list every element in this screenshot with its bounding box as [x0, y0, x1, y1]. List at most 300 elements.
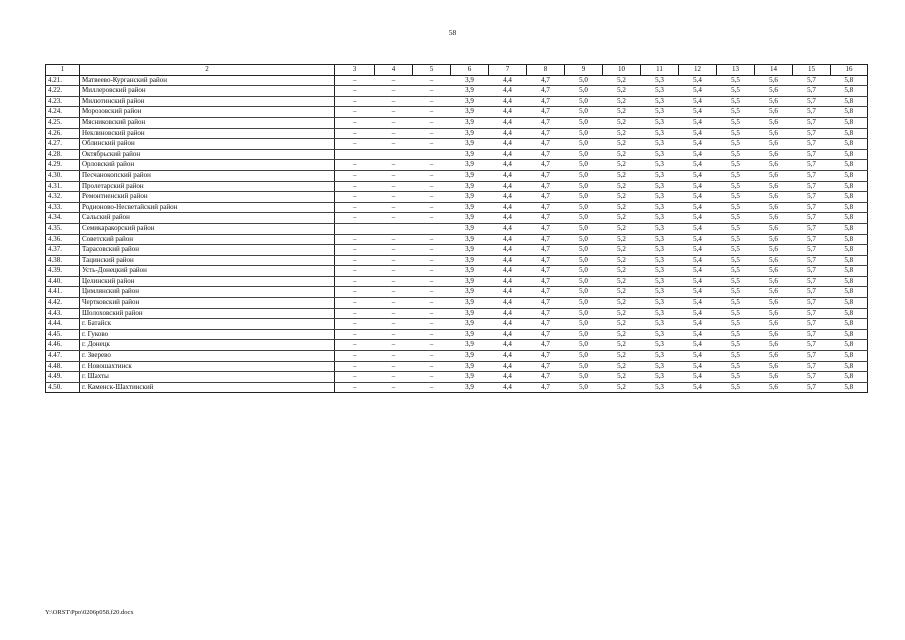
row-value-col15: 5,7 — [793, 361, 831, 372]
row-value-col11: 5,3 — [641, 86, 679, 97]
row-cell-col5: – — [413, 202, 451, 213]
row-value-col16: 5,8 — [831, 128, 868, 139]
row-value-col16: 5,8 — [831, 149, 868, 160]
row-value-col11: 5,3 — [641, 255, 679, 266]
row-value-col11: 5,3 — [641, 213, 679, 224]
row-value-col8: 4,7 — [527, 139, 565, 150]
row-value-col13: 5,5 — [717, 107, 755, 118]
row-value-col8: 4,7 — [527, 255, 565, 266]
row-number: 4.45. — [46, 329, 80, 340]
row-value-col14: 5,6 — [755, 276, 793, 287]
row-value-col6: 3,9 — [451, 128, 489, 139]
row-value-col9: 5,0 — [565, 255, 603, 266]
row-value-col7: 4,4 — [489, 213, 527, 224]
row-value-col15: 5,7 — [793, 107, 831, 118]
row-value-col15: 5,7 — [793, 245, 831, 256]
row-value-col14: 5,6 — [755, 372, 793, 383]
column-header-5: 5 — [413, 65, 451, 76]
row-value-col15: 5,7 — [793, 86, 831, 97]
row-value-col13: 5,5 — [717, 96, 755, 107]
row-cell-col5: – — [413, 255, 451, 266]
row-value-col10: 5,2 — [603, 329, 641, 340]
row-value-col8: 4,7 — [527, 192, 565, 203]
row-value-col7: 4,4 — [489, 266, 527, 277]
row-cell-col3: – — [335, 276, 375, 287]
row-value-col6: 3,9 — [451, 139, 489, 150]
row-value-col11: 5,3 — [641, 107, 679, 118]
row-cell-col3: – — [335, 170, 375, 181]
row-value-col6: 3,9 — [451, 149, 489, 160]
row-value-col6: 3,9 — [451, 170, 489, 181]
row-district-name: г. Зверево — [80, 351, 335, 362]
row-value-col9: 5,0 — [565, 245, 603, 256]
row-value-col13: 5,5 — [717, 372, 755, 383]
row-value-col13: 5,5 — [717, 351, 755, 362]
row-value-col7: 4,4 — [489, 149, 527, 160]
table-row — [46, 361, 868, 372]
row-value-col16: 5,8 — [831, 160, 868, 171]
row-value-col13: 5,5 — [717, 202, 755, 213]
row-value-col12: 5,4 — [679, 340, 717, 351]
row-value-col13: 5,5 — [717, 266, 755, 277]
row-value-col13: 5,5 — [717, 319, 755, 330]
row-value-col14: 5,6 — [755, 181, 793, 192]
row-value-col8: 4,7 — [527, 382, 565, 393]
row-value-col11: 5,3 — [641, 329, 679, 340]
row-district-name: г. Каменск-Шахтинский — [80, 382, 335, 393]
row-value-col8: 4,7 — [527, 372, 565, 383]
row-cell-col5: – — [413, 160, 451, 171]
row-value-col7: 4,4 — [489, 160, 527, 171]
row-number: 4.47. — [46, 351, 80, 362]
row-value-col16: 5,8 — [831, 382, 868, 393]
row-district-name: Матвеево-Курганский район — [80, 75, 335, 86]
row-value-col6: 3,9 — [451, 75, 489, 86]
row-value-col6: 3,9 — [451, 276, 489, 287]
row-value-col7: 4,4 — [489, 245, 527, 256]
row-value-col9: 5,0 — [565, 372, 603, 383]
row-value-col16: 5,8 — [831, 117, 868, 128]
row-value-col9: 5,0 — [565, 213, 603, 224]
row-cell-col4: – — [375, 382, 413, 393]
row-value-col11: 5,3 — [641, 192, 679, 203]
row-value-col8: 4,7 — [527, 340, 565, 351]
row-cell-col4: – — [375, 329, 413, 340]
column-header-10: 10 — [603, 65, 641, 76]
row-value-col7: 4,4 — [489, 361, 527, 372]
row-value-col14: 5,6 — [755, 213, 793, 224]
table-row — [46, 128, 868, 139]
row-value-col11: 5,3 — [641, 160, 679, 171]
row-cell-col3: – — [335, 255, 375, 266]
row-value-col12: 5,4 — [679, 213, 717, 224]
row-value-col10: 5,2 — [603, 117, 641, 128]
row-value-col11: 5,3 — [641, 308, 679, 319]
row-number: 4.36. — [46, 234, 80, 245]
row-district-name: г. Батайск — [80, 319, 335, 330]
row-value-col8: 4,7 — [527, 117, 565, 128]
data-table-container — [45, 64, 868, 393]
row-district-name: Целинский район — [80, 276, 335, 287]
row-value-col14: 5,6 — [755, 245, 793, 256]
row-value-col15: 5,7 — [793, 181, 831, 192]
row-value-col16: 5,8 — [831, 255, 868, 266]
row-cell-col4: – — [375, 160, 413, 171]
row-cell-col4: – — [375, 107, 413, 118]
row-value-col6: 3,9 — [451, 255, 489, 266]
row-cell-col4: – — [375, 75, 413, 86]
row-value-col14: 5,6 — [755, 192, 793, 203]
row-value-col7: 4,4 — [489, 181, 527, 192]
row-number: 4.31. — [46, 181, 80, 192]
row-value-col10: 5,2 — [603, 276, 641, 287]
row-number: 4.21. — [46, 75, 80, 86]
row-value-col15: 5,7 — [793, 139, 831, 150]
row-value-col12: 5,4 — [679, 75, 717, 86]
row-cell-col3: – — [335, 96, 375, 107]
row-cell-col5: – — [413, 351, 451, 362]
row-value-col8: 4,7 — [527, 319, 565, 330]
row-cell-col5: – — [413, 181, 451, 192]
row-value-col6: 3,9 — [451, 329, 489, 340]
row-value-col12: 5,4 — [679, 276, 717, 287]
row-value-col10: 5,2 — [603, 139, 641, 150]
row-value-col11: 5,3 — [641, 319, 679, 330]
row-cell-col3: – — [335, 192, 375, 203]
row-value-col7: 4,4 — [489, 234, 527, 245]
row-district-name: Тарасовский район — [80, 245, 335, 256]
table-row — [46, 223, 868, 234]
row-cell-col5: – — [413, 382, 451, 393]
row-cell-col3: – — [335, 86, 375, 97]
row-value-col10: 5,2 — [603, 170, 641, 181]
row-cell-col3: – — [335, 319, 375, 330]
row-value-col11: 5,3 — [641, 75, 679, 86]
row-value-col12: 5,4 — [679, 255, 717, 266]
table-row — [46, 298, 868, 309]
row-value-col6: 3,9 — [451, 245, 489, 256]
row-value-col15: 5,7 — [793, 202, 831, 213]
row-number: 4.22. — [46, 86, 80, 97]
row-cell-col5: – — [413, 192, 451, 203]
row-value-col16: 5,8 — [831, 361, 868, 372]
row-value-col16: 5,8 — [831, 319, 868, 330]
row-value-col14: 5,6 — [755, 128, 793, 139]
row-cell-col3 — [335, 149, 375, 160]
row-value-col10: 5,2 — [603, 255, 641, 266]
column-header-6: 6 — [451, 65, 489, 76]
row-value-col9: 5,0 — [565, 202, 603, 213]
row-value-col13: 5,5 — [717, 223, 755, 234]
row-value-col16: 5,8 — [831, 181, 868, 192]
row-value-col12: 5,4 — [679, 117, 717, 128]
row-value-col16: 5,8 — [831, 139, 868, 150]
row-value-col13: 5,5 — [717, 340, 755, 351]
row-value-col7: 4,4 — [489, 287, 527, 298]
row-number: 4.34. — [46, 213, 80, 224]
row-value-col13: 5,5 — [717, 117, 755, 128]
row-value-col12: 5,4 — [679, 266, 717, 277]
row-value-col11: 5,3 — [641, 181, 679, 192]
row-value-col13: 5,5 — [717, 160, 755, 171]
row-cell-col5: – — [413, 308, 451, 319]
row-value-col16: 5,8 — [831, 329, 868, 340]
row-value-col6: 3,9 — [451, 107, 489, 118]
row-value-col13: 5,5 — [717, 245, 755, 256]
row-cell-col4: – — [375, 308, 413, 319]
row-value-col11: 5,3 — [641, 170, 679, 181]
row-district-name: Милютинский район — [80, 96, 335, 107]
row-value-col9: 5,0 — [565, 340, 603, 351]
row-value-col11: 5,3 — [641, 139, 679, 150]
row-value-col12: 5,4 — [679, 223, 717, 234]
row-value-col7: 4,4 — [489, 351, 527, 362]
row-value-col9: 5,0 — [565, 382, 603, 393]
row-value-col13: 5,5 — [717, 213, 755, 224]
row-value-col13: 5,5 — [717, 308, 755, 319]
row-value-col16: 5,8 — [831, 308, 868, 319]
row-value-col11: 5,3 — [641, 234, 679, 245]
row-value-col16: 5,8 — [831, 276, 868, 287]
row-value-col15: 5,7 — [793, 149, 831, 160]
row-value-col10: 5,2 — [603, 298, 641, 309]
row-value-col15: 5,7 — [793, 298, 831, 309]
row-value-col8: 4,7 — [527, 361, 565, 372]
row-value-col7: 4,4 — [489, 117, 527, 128]
column-header-15: 15 — [793, 65, 831, 76]
row-value-col15: 5,7 — [793, 276, 831, 287]
row-value-col15: 5,7 — [793, 170, 831, 181]
row-value-col9: 5,0 — [565, 298, 603, 309]
row-district-name: Миллеровский район — [80, 86, 335, 97]
row-value-col14: 5,6 — [755, 75, 793, 86]
row-value-col11: 5,3 — [641, 202, 679, 213]
column-header-13: 13 — [717, 65, 755, 76]
row-value-col6: 3,9 — [451, 266, 489, 277]
row-value-col10: 5,2 — [603, 287, 641, 298]
table-row — [46, 117, 868, 128]
row-value-col13: 5,5 — [717, 287, 755, 298]
row-value-col7: 4,4 — [489, 329, 527, 340]
row-value-col14: 5,6 — [755, 202, 793, 213]
row-value-col7: 4,4 — [489, 128, 527, 139]
column-header-4: 4 — [375, 65, 413, 76]
row-district-name: Чертковский район — [80, 298, 335, 309]
row-value-col13: 5,5 — [717, 192, 755, 203]
row-cell-col3: – — [335, 372, 375, 383]
row-value-col12: 5,4 — [679, 192, 717, 203]
row-value-col7: 4,4 — [489, 382, 527, 393]
row-value-col10: 5,2 — [603, 107, 641, 118]
row-value-col7: 4,4 — [489, 107, 527, 118]
row-value-col7: 4,4 — [489, 276, 527, 287]
row-value-col8: 4,7 — [527, 276, 565, 287]
table-body — [46, 75, 868, 393]
row-number: 4.32. — [46, 192, 80, 203]
row-value-col7: 4,4 — [489, 255, 527, 266]
row-cell-col3: – — [335, 202, 375, 213]
row-value-col9: 5,0 — [565, 86, 603, 97]
row-cell-col4: – — [375, 86, 413, 97]
row-district-name: Неклиновский район — [80, 128, 335, 139]
row-value-col12: 5,4 — [679, 319, 717, 330]
row-value-col10: 5,2 — [603, 234, 641, 245]
row-value-col6: 3,9 — [451, 117, 489, 128]
row-cell-col5: – — [413, 340, 451, 351]
row-number: 4.37. — [46, 245, 80, 256]
row-cell-col5: – — [413, 128, 451, 139]
row-number: 4.44. — [46, 319, 80, 330]
row-value-col13: 5,5 — [717, 276, 755, 287]
row-district-name: Усть-Донецкий район — [80, 266, 335, 277]
row-cell-col5: – — [413, 319, 451, 330]
column-header-2: 2 — [80, 65, 335, 76]
row-value-col15: 5,7 — [793, 96, 831, 107]
row-value-col12: 5,4 — [679, 107, 717, 118]
row-value-col13: 5,5 — [717, 170, 755, 181]
table-row — [46, 181, 868, 192]
row-value-col15: 5,7 — [793, 213, 831, 224]
row-value-col14: 5,6 — [755, 139, 793, 150]
row-value-col10: 5,2 — [603, 266, 641, 277]
row-cell-col5: – — [413, 266, 451, 277]
row-value-col9: 5,0 — [565, 351, 603, 362]
row-value-col7: 4,4 — [489, 298, 527, 309]
row-value-col11: 5,3 — [641, 276, 679, 287]
row-district-name: Семикаракорский район — [80, 223, 335, 234]
row-value-col14: 5,6 — [755, 351, 793, 362]
row-value-col12: 5,4 — [679, 96, 717, 107]
row-value-col15: 5,7 — [793, 382, 831, 393]
row-number: 4.46. — [46, 340, 80, 351]
row-cell-col5: – — [413, 139, 451, 150]
row-value-col13: 5,5 — [717, 128, 755, 139]
row-value-col7: 4,4 — [489, 96, 527, 107]
row-value-col6: 3,9 — [451, 382, 489, 393]
row-cell-col4: – — [375, 361, 413, 372]
row-cell-col4: – — [375, 319, 413, 330]
row-value-col9: 5,0 — [565, 181, 603, 192]
row-value-col7: 4,4 — [489, 75, 527, 86]
row-cell-col5: – — [413, 372, 451, 383]
row-value-col11: 5,3 — [641, 298, 679, 309]
row-value-col10: 5,2 — [603, 308, 641, 319]
row-value-col8: 4,7 — [527, 266, 565, 277]
row-cell-col4: – — [375, 139, 413, 150]
row-number: 4.33. — [46, 202, 80, 213]
table-row — [46, 372, 868, 383]
row-number: 4.48. — [46, 361, 80, 372]
row-cell-col3: – — [335, 213, 375, 224]
row-cell-col5: – — [413, 107, 451, 118]
column-header-16: 16 — [831, 65, 868, 76]
row-value-col9: 5,0 — [565, 234, 603, 245]
row-cell-col4: – — [375, 255, 413, 266]
row-value-col11: 5,3 — [641, 245, 679, 256]
table-row — [46, 202, 868, 213]
row-cell-col3 — [335, 223, 375, 234]
row-cell-col4: – — [375, 96, 413, 107]
row-value-col8: 4,7 — [527, 234, 565, 245]
row-value-col11: 5,3 — [641, 287, 679, 298]
footer-file-path: Y:\ORST\Ppo\0206p058.f20.docx — [45, 609, 134, 616]
table-row — [46, 308, 868, 319]
table-row — [46, 382, 868, 393]
row-value-col12: 5,4 — [679, 234, 717, 245]
row-district-name: Облинский район — [80, 139, 335, 150]
row-district-name: Песчанокопский район — [80, 170, 335, 181]
table-row — [46, 329, 868, 340]
row-cell-col5 — [413, 149, 451, 160]
row-value-col6: 3,9 — [451, 361, 489, 372]
row-cell-col5: – — [413, 298, 451, 309]
row-cell-col4: – — [375, 192, 413, 203]
column-header-1: 1 — [46, 65, 80, 76]
row-value-col12: 5,4 — [679, 287, 717, 298]
table-row — [46, 319, 868, 330]
row-value-col12: 5,4 — [679, 202, 717, 213]
row-value-col15: 5,7 — [793, 234, 831, 245]
row-cell-col4: – — [375, 170, 413, 181]
row-value-col9: 5,0 — [565, 319, 603, 330]
row-cell-col4: – — [375, 372, 413, 383]
row-value-col16: 5,8 — [831, 287, 868, 298]
row-district-name: Пролетарский район — [80, 181, 335, 192]
row-value-col7: 4,4 — [489, 223, 527, 234]
column-header-14: 14 — [755, 65, 793, 76]
row-cell-col4: – — [375, 213, 413, 224]
row-district-name: г. Новошахтинск — [80, 361, 335, 372]
row-value-col14: 5,6 — [755, 382, 793, 393]
row-value-col13: 5,5 — [717, 149, 755, 160]
column-header-9: 9 — [565, 65, 603, 76]
row-district-name: Морозовский район — [80, 107, 335, 118]
row-value-col12: 5,4 — [679, 160, 717, 171]
row-cell-col3: – — [335, 128, 375, 139]
row-number: 4.35. — [46, 223, 80, 234]
row-value-col15: 5,7 — [793, 329, 831, 340]
row-value-col15: 5,7 — [793, 223, 831, 234]
row-cell-col3: – — [335, 382, 375, 393]
row-value-col10: 5,2 — [603, 319, 641, 330]
column-header-3: 3 — [335, 65, 375, 76]
row-value-col15: 5,7 — [793, 117, 831, 128]
row-value-col14: 5,6 — [755, 234, 793, 245]
row-value-col12: 5,4 — [679, 308, 717, 319]
row-cell-col3: – — [335, 308, 375, 319]
row-cell-col3: – — [335, 340, 375, 351]
row-value-col9: 5,0 — [565, 139, 603, 150]
row-value-col13: 5,5 — [717, 329, 755, 340]
row-value-col8: 4,7 — [527, 351, 565, 362]
row-value-col9: 5,0 — [565, 107, 603, 118]
row-value-col12: 5,4 — [679, 139, 717, 150]
row-value-col11: 5,3 — [641, 351, 679, 362]
row-value-col15: 5,7 — [793, 255, 831, 266]
row-value-col10: 5,2 — [603, 382, 641, 393]
row-cell-col3: – — [335, 266, 375, 277]
row-cell-col4: – — [375, 266, 413, 277]
row-value-col11: 5,3 — [641, 340, 679, 351]
row-value-col15: 5,7 — [793, 160, 831, 171]
row-value-col16: 5,8 — [831, 75, 868, 86]
row-value-col10: 5,2 — [603, 202, 641, 213]
row-value-col11: 5,3 — [641, 223, 679, 234]
table-row — [46, 107, 868, 118]
row-value-col12: 5,4 — [679, 181, 717, 192]
row-cell-col3: – — [335, 361, 375, 372]
row-value-col12: 5,4 — [679, 298, 717, 309]
